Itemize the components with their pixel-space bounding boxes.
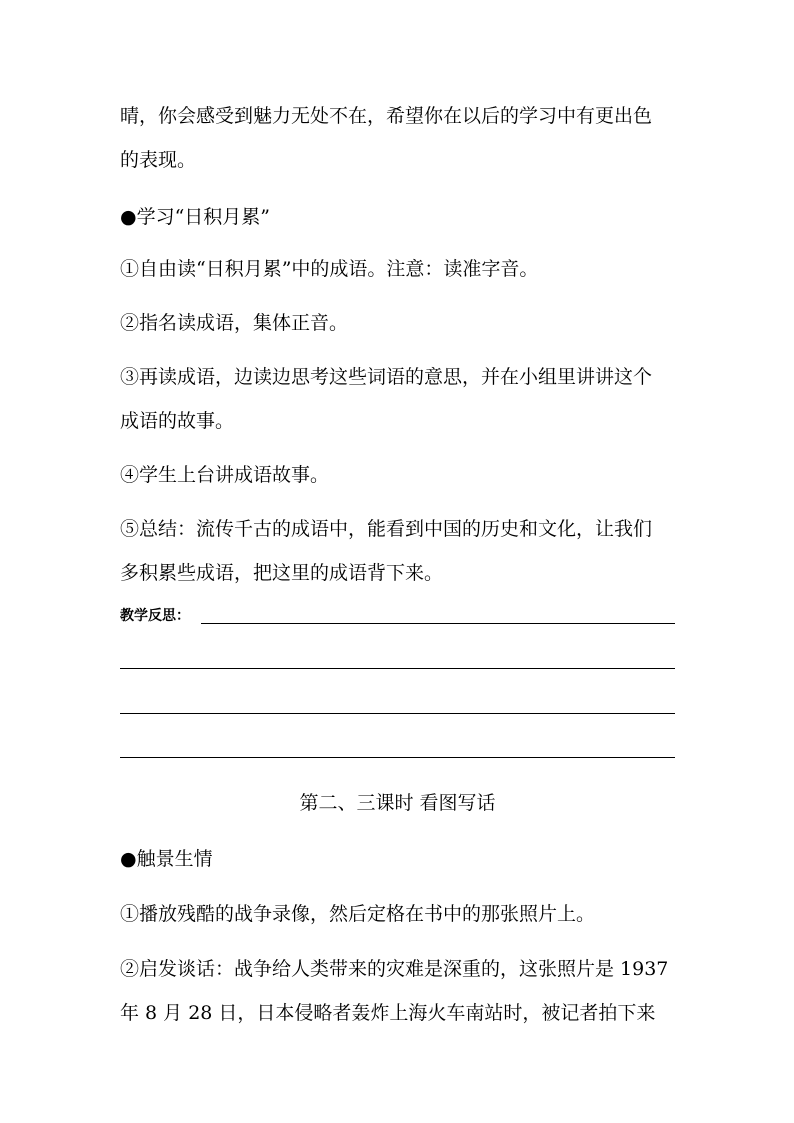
step-item: 多积累些成语，把这里的成语背下来。 (120, 562, 444, 584)
paragraph-line: 的表现。 (120, 149, 197, 171)
reflection-label: 教学反思： (120, 608, 190, 624)
step-item: ①播放残酷的战争录像，然后定格在书中的那张照片上。 (120, 903, 596, 925)
step-item: 成语的故事。 (120, 410, 235, 432)
step-item: ②指名读成语，集体正音。 (120, 312, 349, 334)
section-heading: ●触景生情 (120, 848, 213, 870)
step-item: ⑤总结：流传千古的成语中，能看到中国的历史和文化，让我们 (120, 518, 653, 540)
reflection-writing-line (120, 668, 675, 669)
step-item: ③再读成语，边读边思考这些词语的意思，并在小组里讲讲这个 (120, 366, 653, 388)
paragraph-line: 晴，你会感受到魅力无处不在，希望你在以后的学习中有更出色 (120, 105, 653, 127)
lesson-section-title: 第二、三课时 看图写话 (299, 792, 496, 814)
step-item: 年 8 月 28 日，日本侵略者轰炸上海火车南站时，被记者拍下来 (120, 1002, 656, 1024)
reflection-writing-line (201, 623, 675, 624)
section-heading: ●学习“日积月累” (120, 206, 271, 228)
reflection-writing-line (120, 757, 675, 758)
step-item: ②启发谈话：战争给人类带来的灾难是深重的，这张照片是 1937 (120, 958, 669, 980)
step-item: ④学生上台讲成语故事。 (120, 464, 330, 486)
step-item: ①自由读“日积月累”中的成语。注意：读准字音。 (120, 258, 539, 280)
reflection-writing-line (120, 713, 675, 714)
